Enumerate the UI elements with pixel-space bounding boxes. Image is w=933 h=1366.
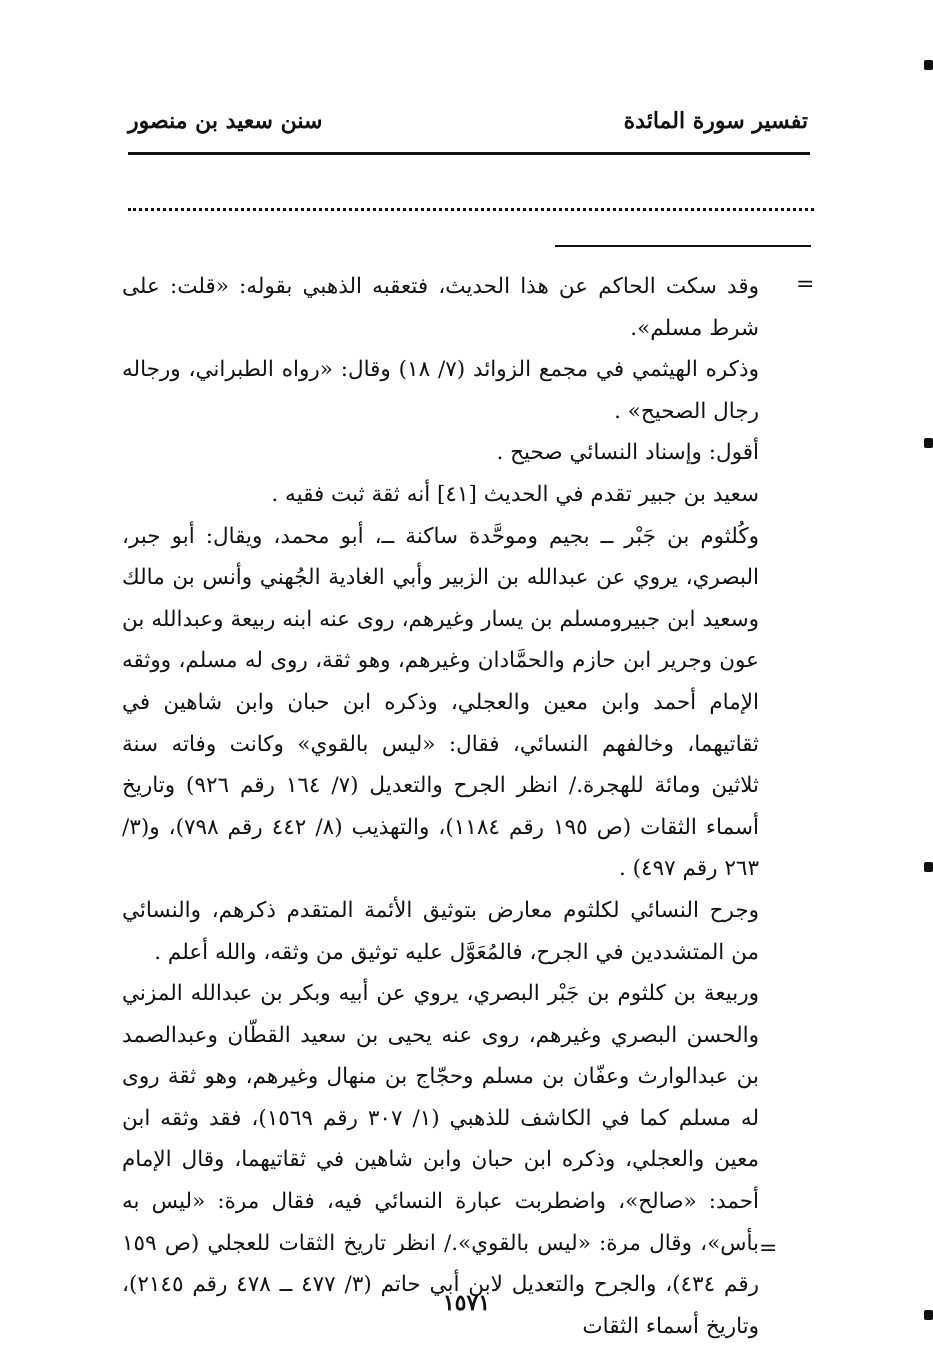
dotted-separator: [128, 208, 814, 211]
paragraph: وربيعة بن كلثوم بن جَبْر البصري، يروي عن أبيه وبكر بن عبدالله المزني والحسن البصري وغيرهم، روى عنه يحيى بن سعيد القطّان وعبدالصمد بن عبدالوارث وعفّان بن مسلم وحجّاج بن منهال وغيرهم، وهو ثقة روى له مسلم كما في الكاشف للذهبي (١/ ٣٠٧ رقم ١٥٦٩)، فقد وثقه ابن معين والعجلي، وذكره ابن حبان وابن شاهين في ثقاتيهما، وقال الإمام أحمد: «صالح»، واضطربت عبارة النسائي فيه، فقال مرة: «ليس به بأس»، وقال مرة: «ليس بالقوي»./ انظر تاريخ الثقات للعجلي (ص ١٥٩ رقم ٤٣٤)، والجرح والتعديل لابن أبي حاتم (٣/ ٤٧٧ ــ ٤٧٨ رقم ٢١٤٥)، وتاريخ أسماء الثقات: [122, 981, 759, 1339]
scan-edge-mark: [924, 60, 933, 70]
scan-edge-mark: [924, 438, 933, 448]
paragraph: أقول: وإسناد النسائي صحيح .: [496, 440, 759, 466]
page-number: ١٥٧١: [442, 1290, 491, 1316]
scan-edge-mark: [924, 1310, 933, 1320]
paragraph: سعيد بن جبير تقدم في الحديث [٤١] أنه ثقة ثبت فقيه .: [271, 481, 759, 507]
paragraph: وجرح النسائي لكلثوم معارض بتوثيق الأئمة المتقدم ذكرهم، والنسائي من المتشددين في الجرح، فالمُعَوَّل عليه توثيق من وثقه، والله أعلم .: [122, 897, 759, 965]
running-header: [128, 108, 808, 148]
footnote-text: [122, 266, 759, 1347]
continuation-marker-start: =: [796, 272, 815, 297]
continuation-marker-end: =: [759, 1236, 778, 1261]
paragraph: وذكره الهيثمي في مجمع الزوائد (٧/ ١٨) وقال: «رواه الطبراني، ورجاله رجال الصحيح» .: [122, 357, 759, 424]
header-rule: [128, 152, 810, 155]
paragraph: وكُلثوم بن جَبْر ــ بجيم وموحَّدة ساكنة ــ، أبو محمد، ويقال: أبو جبر، البصري، يروي عن عبدالله بن الزبير وأبي الغادية الجُهني وأنس بن مالك وسعيد ابن جبيرومسلم بن يسار وغيرهم، روى عنه ابنه ربيعة وعبدالله بن عون وجرير ابن حازم والحمَّادان وغيرهم، وهو ثقة، روى له مسلم، ووثقه الإمام أحمد وابن معين والعجلي، وذكره ابن حبان وابن شاهين في ثقاتيهما، وخالفهم النسائي، فقال: «ليس بالقوي» وكانت وفاته سنة ثلاثين ومائة للهجرة./ انظر الجرح والتعديل (٧/ ١٦٤ رقم ٩٢٦) وتاريخ أسماء الثقات (ص ١٩٥ رقم ١١٨٤)، والتهذيب (٨/ ٤٤٢ رقم ٧٩٨)، و(٣/ ٢٦٣ رقم ٤٩٧) .: [122, 523, 760, 882]
chapter-title: تفسير سورة المائدة: [623, 108, 808, 134]
paragraph: وقد سكت الحاكم عن هذا الحديث، فتعقبه الذهبي بقوله: «قلت: على شرط مسلم».: [122, 274, 759, 341]
footnote-rule: [555, 245, 811, 247]
book-title: سنن سعيد بن منصور: [128, 108, 323, 134]
scan-edge-mark: [924, 862, 933, 872]
